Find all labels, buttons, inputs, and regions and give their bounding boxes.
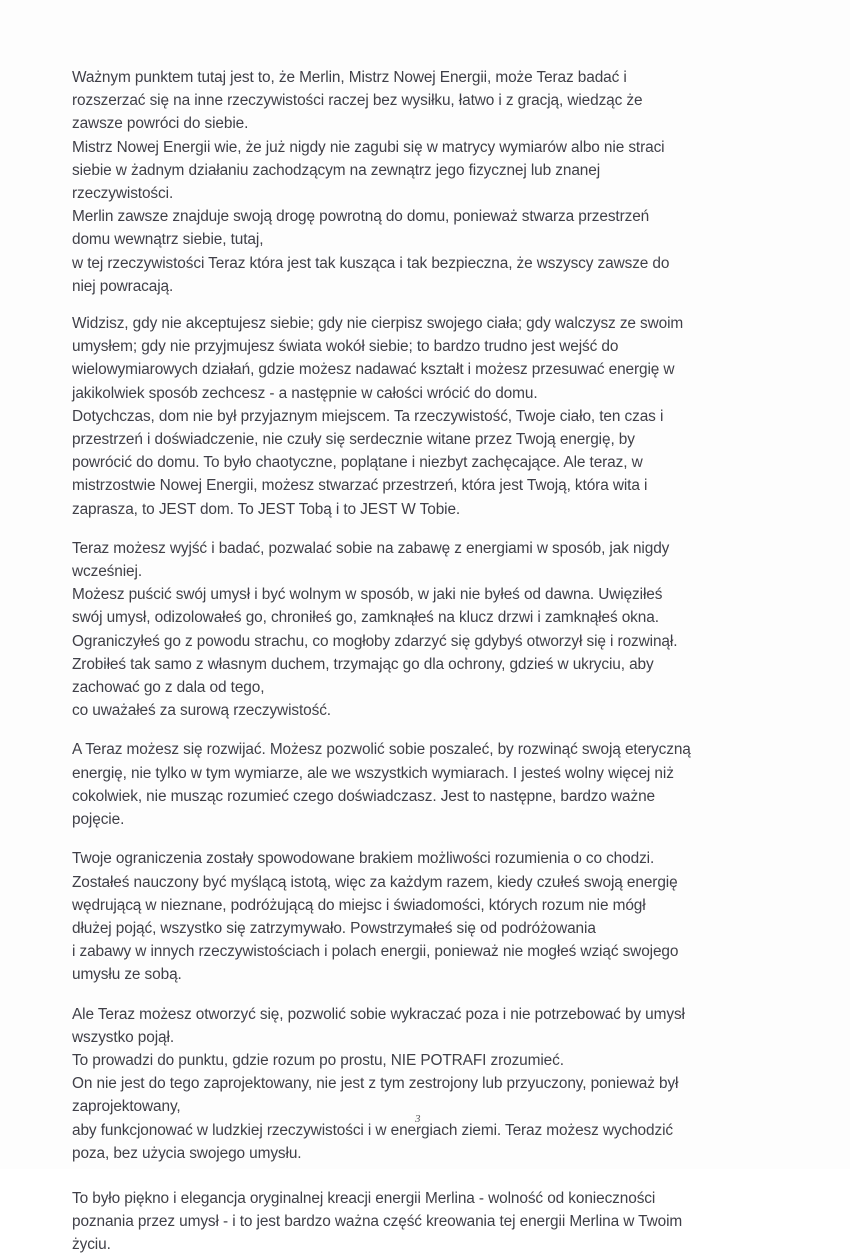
- text-line: energię, nie tylko w tym wymiarze, ale we wszystkich wymiarach. I jesteś wolny więcej niż: [72, 764, 674, 782]
- paragraph-1: [72, 66, 772, 298]
- text-line: co uważałeś za surową rzeczywistość.: [72, 702, 331, 720]
- page-number: 3: [415, 1113, 421, 1125]
- text-line: cokolwiek, nie musząc rozumieć czego doświadczasz. Jest to następne, bardzo ważne: [72, 787, 656, 805]
- text-line: wszystko pojął.: [72, 1028, 174, 1046]
- text-line: Zostałeś nauczony być myślącą istotą, więc za każdym razem, kiedy czułeś swoją energię: [72, 873, 678, 891]
- text-line: wcześniej.: [72, 563, 142, 581]
- text-line: Dotychczas, dom nie był przyjaznym miejscem. Ta rzeczywistość, Twoje ciało, ten czas i: [72, 407, 664, 425]
- text-line: poznania przez umysł - i to jest bardzo ważna część kreowania tej energii Merlina w Twoim: [72, 1213, 683, 1231]
- paragraph-6: [72, 1003, 772, 1165]
- text-line: Możesz puścić swój umysł i być wolnym w sposób, w jaki nie byłeś od dawna. Uwięziłeś: [72, 586, 663, 604]
- text-line: wielowymiarowych działań, gdzie możesz nadawać kształt i możesz przesuwać energię w: [72, 361, 675, 379]
- text-line: umysłem; gdy nie przyjmujesz świata wokół siebie; to bardzo trudno jest wejść do: [72, 338, 619, 356]
- text-line: swój umysł, odizolowałeś go, chroniłeś go, zamknąłeś na klucz drzwi i zamknąłeś okna.: [72, 609, 659, 627]
- text-line: domu wewnątrz siebie, tutaj,: [72, 231, 264, 249]
- text-line: przestrzeń i doświadczenie, nie czuły się serdecznie witane przez Twoją energię, by: [72, 431, 635, 449]
- text-line: aby funkcjonować w ludzkiej rzeczywistości i w energiach ziemi. Teraz możesz wychodzić: [72, 1121, 673, 1139]
- paragraph-7: [72, 1187, 772, 1257]
- paragraph-4: [72, 738, 772, 831]
- text-line: To prowadzi do punktu, gdzie rozum po prostu, NIE POTRAFI zrozumieć.: [72, 1051, 564, 1069]
- text-line: mistrzostwie Nowej Energii, możesz stwarzać przestrzeń, która jest Twoją, która wita i: [72, 477, 648, 495]
- text-line: umysłu ze sobą.: [72, 966, 182, 984]
- text-line: poza, bez użycia swojego umysłu.: [72, 1144, 302, 1162]
- text-line: Ograniczyłeś go z powodu strachu, co mogłoby zdarzyć się gdybyś otworzył się i rozwinął.: [72, 632, 678, 650]
- text-line: rzeczywistości.: [72, 185, 174, 203]
- text-line: On nie jest do tego zaprojektowany, nie jest z tym zestrojony lub przyuczony, ponieważ był: [72, 1075, 679, 1093]
- text-line: jakikolwiek sposób zechcesz - a następnie w całości wrócić do domu.: [72, 384, 538, 402]
- text-line: zaprasza, to JEST dom. To JEST Tobą i to JEST W Tobie.: [72, 500, 461, 518]
- paragraph-5: [72, 847, 772, 986]
- text-line: Mistrz Nowej Energii wie, że już nigdy nie zagubi się w matrycy wymiarów albo nie straci: [72, 138, 665, 156]
- text-line: powrócić do domu. To było chaotyczne, poplątane i niezbyt zachęcające. Ale teraz, w: [72, 454, 643, 472]
- text-line: Merlin zawsze znajduje swoją drogę powrotną do domu, ponieważ stwarza przestrzeń: [72, 208, 650, 226]
- paragraph-2: [72, 312, 772, 521]
- text-line: w tej rzeczywistości Teraz która jest tak kusząca i tak bezpieczna, że wszyscy zawsze do: [72, 254, 670, 272]
- text-line: i zabawy w innych rzeczywistościach i polach energii, ponieważ nie mogłeś wziąć swojego: [72, 943, 679, 961]
- text-line: rozszerzać się na inne rzeczywistości raczej bez wysiłku, łatwo i z gracją, wiedząc że: [72, 92, 643, 110]
- text-line: Zrobiłeś tak samo z własnym duchem, trzymając go dla ochrony, gdzieś w ukryciu, aby: [72, 655, 654, 673]
- text-line: To było piękno i elegancja oryginalnej kreacji energii Merlina - wolność od konieczności: [72, 1189, 656, 1207]
- text-line: Ważnym punktem tutaj jest to, że Merlin, Mistrz Nowej Energii, może Teraz badać i: [72, 69, 627, 86]
- text-line: wędrującą w nieznane, podróżującą do miejsc i świadomości, których rozum nie mógł: [72, 896, 646, 914]
- text-line: Widzisz, gdy nie akceptujesz siebie; gdy nie cierpisz swojego ciała; gdy walczysz ze swoim: [72, 315, 684, 333]
- text-line: zachować go z dala od tego,: [72, 679, 265, 697]
- text-line: Ale Teraz możesz otworzyć się, pozwolić sobie wykraczać poza i nie potrzebować by umysł: [72, 1005, 685, 1023]
- document-text-body: [72, 66, 772, 1257]
- paragraph-3: [72, 537, 772, 723]
- text-line: życiu.: [72, 1236, 111, 1254]
- text-line: Teraz możesz wyjść i badać, pozwalać sobie na zabawę z energiami w sposób, jak nigdy: [72, 539, 670, 557]
- text-line: siebie w żadnym działaniu zachodzącym na zewnątrz jego fizycznej lub znanej: [72, 161, 601, 179]
- text-line: Twoje ograniczenia zostały spowodowane brakiem możliwości rozumienia o co chodzi.: [72, 850, 655, 868]
- text-line: niej powracają.: [72, 277, 174, 295]
- text-line: zaprojektowany,: [72, 1098, 181, 1116]
- text-line: zawsze powróci do siebie.: [72, 115, 249, 133]
- text-line: A Teraz możesz się rozwijać. Możesz pozwolić sobie poszaleć, by rozwinąć swoją eteryczną: [72, 741, 691, 759]
- text-line: pojęcie.: [72, 811, 125, 829]
- text-line: dłużej pojąć, wszystko się zatrzymywało. Powstrzymałeś się od podróżowania: [72, 919, 596, 937]
